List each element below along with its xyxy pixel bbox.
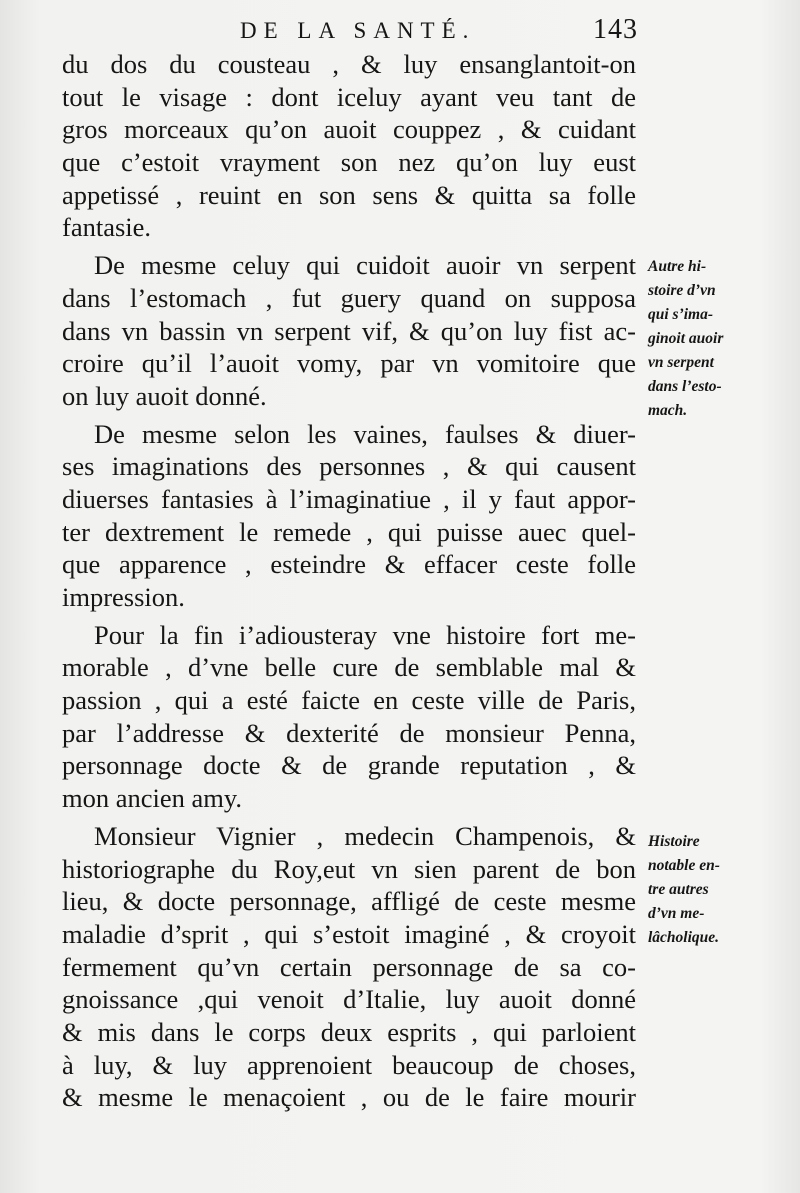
- text-line: à luy, & luy apprenoient beaucoup de choses,: [62, 1049, 636, 1080]
- margin-note-serpent: [648, 255, 763, 423]
- margin-note-line: Histoire: [648, 833, 700, 850]
- text-line: personnage docte & de grande reputation , &: [62, 750, 636, 781]
- text-line: historiographe du Roy,eut vn sien parent de bon: [62, 853, 636, 884]
- text-line: ter dextrement le remede , qui puisse auec quel-: [62, 516, 636, 547]
- text-line: tout le visage : dont iceluy ayant veu tant de: [62, 81, 636, 112]
- text-line: ses imaginations des personnes , & qui causent: [62, 451, 636, 482]
- text-line: fantasie.: [62, 212, 152, 243]
- margin-note-line: ginoit auoir: [648, 330, 724, 347]
- margin-note-line: stoire d’vn: [648, 282, 716, 299]
- margin-note-line: vn serpent: [648, 354, 714, 371]
- text-line: gros morceaux qu’on auoit couppez , & cuidant: [62, 114, 636, 145]
- text-line: & mesme le menaçoient , ou de le faire mourir: [62, 1082, 636, 1113]
- margin-note-line: tre autres: [648, 881, 709, 898]
- text-line: gnoissance ,qui venoit d’Italie, luy auoit donné: [62, 984, 636, 1015]
- text-line: Pour la fin i’adiousteray vne histoire fort me-: [94, 619, 636, 650]
- text-line: que c’estoit vrayment son nez qu’on luy eust: [62, 147, 636, 178]
- text-line: par l’addresse & dexterité de monsieur Penna,: [62, 717, 636, 748]
- text-line: lieu, & docte personnage, affligé de ceste mesme: [62, 886, 636, 917]
- text-line: fermement qu’vn certain personnage de sa co-: [62, 951, 636, 982]
- text-line: maladie d’sprit , qui s’estoit imaginé , & croyoit: [62, 918, 636, 949]
- text-line: appetissé , reuint en son sens & quitta sa folle: [62, 179, 636, 210]
- margin-note-line: notable en-: [648, 857, 720, 874]
- margin-note-line: dans l’esto-: [648, 378, 722, 395]
- text-line: De mesme selon les vaines, faulses & diuer-: [94, 418, 636, 449]
- margin-note-line: qui s’ima-: [648, 306, 714, 323]
- margin-note-line: lâcholique.: [648, 929, 720, 946]
- text-line: dans l’estomach , fut guery quand on supposa: [62, 282, 636, 313]
- margin-note-line: d’vn me-: [648, 905, 705, 922]
- text-line: diuerses fantasies à l’imaginatiue , il y faut appor-: [62, 483, 636, 514]
- page-number: 143: [593, 14, 638, 45]
- text-line: dans vn bassin vn serpent vif, & qu’on luy fist ac-: [62, 315, 636, 346]
- text-line: Monsieur Vignier , medecin Champenois, &: [94, 820, 636, 851]
- text-line: & mis dans le corps deux esprits , qui parloient: [62, 1016, 636, 1047]
- margin-note-line: Autre hi-: [648, 258, 707, 275]
- margin-note-line: mach.: [648, 402, 688, 419]
- running-title: DE LA SANTÉ.: [240, 18, 476, 43]
- text-line: passion , qui a esté faicte en ceste ville de Paris,: [62, 685, 636, 716]
- text-line: De mesme celuy qui cuidoit auoir vn serpent: [94, 250, 636, 281]
- text-line: croire qu’il l’auoit vomy, par vn vomitoire que: [62, 348, 636, 379]
- main-text-block: [62, 48, 636, 1114]
- text-line: impression.: [62, 582, 185, 612]
- text-line: mon ancien amy.: [62, 783, 243, 814]
- text-line: du dos du cousteau , & luy ensanglantoit-on: [62, 49, 636, 79]
- text-line: morable , d’vne belle cure de semblable mal &: [62, 652, 636, 683]
- margin-note-melancholic: [648, 830, 763, 950]
- text-line: que apparence , esteindre & effacer ceste folle: [62, 549, 636, 580]
- text-line: on luy auoit donné.: [62, 380, 267, 411]
